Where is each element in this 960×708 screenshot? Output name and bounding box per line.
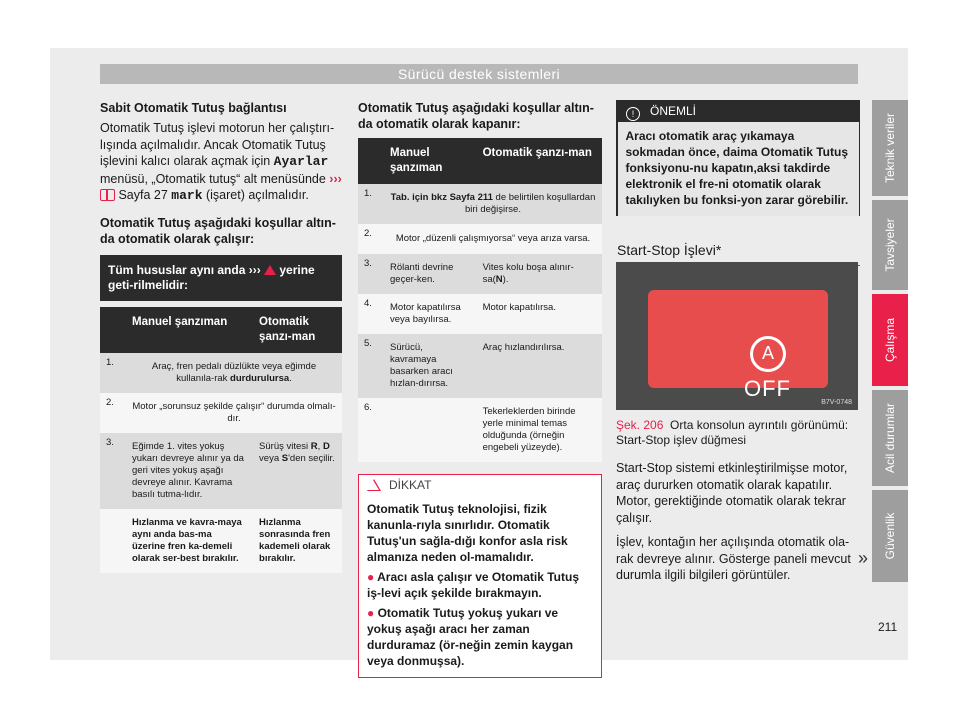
table-cell: Motor „sorunsuz şekilde çalışır“ durumda olmalı-dır. [126,393,342,433]
table-row [358,184,602,224]
table-title [100,255,342,301]
text: Start-Stop İşlevi* [617,242,722,258]
warning-box [358,474,602,678]
table-row [358,294,602,334]
important-text: Aracı otomatik araç yıkamaya sokmadan önce, daima Otomatik Tutuş fonksiyonu-nu kapatın,aksi takdirde elektronik el fre-ni otomatik olarak takılıyken bu fonksi-yon zarar görebilir. [618,122,859,216]
important-title: ÖNEMLİ [650,104,697,118]
start-stop-button-photo [616,262,858,410]
table-row [100,393,342,433]
warning-icon [367,480,379,490]
table-cell [126,353,342,393]
table-header-row [100,307,342,353]
table-cell: Araç hızlandırılırsa. [477,334,602,398]
table-cell [384,184,602,224]
deactivation-table [358,138,602,462]
tab-label: Güvenlik [883,512,897,560]
important-box-header [616,100,860,122]
text: (işaret) açılmalıdır. [202,188,309,202]
gear-letter: S [281,452,289,464]
text: menüsü, „Otomatik tutuş“ alt menüsünde [100,171,330,186]
text: Araç, fren pedalı düzlükte veya eğimde kullanıla-rak [151,360,317,384]
info-icon: ! [626,107,640,121]
table-row [358,254,602,294]
table-row [100,433,342,509]
tab-tavsiyeler[interactable] [872,200,908,290]
body-text [616,460,860,584]
warning-bullet: ● Aracı asla çalışır ve Otomatik Tutuş iş-levi açık şekilde bırakmayın. [367,570,580,600]
table-cell [384,398,477,462]
figure-code: B7V-0748 [821,399,852,406]
section-heading: Otomatik Tutuş aşağıdaki koşullar altın-da otomatik olarak kapanır: [358,101,594,131]
text: Aracı asla çalışır ve Otomatik Tutuş iş-levi açık şekilde bırakmayın. [367,570,580,600]
text: Sürüş vitesi [259,440,311,452]
text: Otomatik Tutuş yokuş yukarı ve yokuş aşağı aracı her zaman durduramaz (ör-neğin zemin kaygan veya donmuşsa). [367,606,574,668]
book-icon [100,189,115,201]
column-header: Otomatik şanzı-man [477,138,602,184]
row-number: 1. [100,353,126,393]
important-box [616,100,860,216]
table-cell [253,433,342,509]
start-stop-button [648,290,828,401]
continue-arrow: » [858,548,869,568]
gear-letter: D [322,440,330,452]
text: Orta konsolun ayrıntılı görünümü: Start-Stop işlev düğmesi [616,418,849,447]
text: Otomatik Tutuş işlevi motorun her çalıştırı-lışında açılmalıdır. Ancak Otomatik Tutuş işlevini kalıcı olarak açmak için [100,121,335,168]
row-number: 4. [358,294,384,334]
table-cell: Motor kapatılırsa. [477,294,602,334]
table-cell: Motor „düzenli çalışmıyorsa“ veya arıza varsa. [384,224,602,254]
menu-term: Ayarlar [273,154,329,169]
figure-caption [616,418,860,448]
text: Tüm hususlar aynı anda ››› [108,262,265,277]
section-heading: Sabit Otomatik Tutuş bağlantısı [100,101,287,115]
row-number: 5. [358,334,384,398]
table-cell: Sürücü, kavramaya basarken aracı hızlan-dırırsa. [384,334,477,398]
tab-teknik-veriler[interactable] [872,100,908,196]
auto-icon [750,336,786,372]
table-cell: Tekerleklerden birinde yerle minimal temas olduğunda (örneğin engebeli yüzeyde). [477,398,602,462]
text: ). [502,274,509,285]
text: Vites kolu boşa alınır-sa( [482,262,574,285]
figure-label: Şek. 206 [616,418,664,432]
off-label: OFF [744,376,791,401]
tab-guvenlik[interactable] [872,490,908,582]
tab-calisma[interactable] [872,294,908,386]
warning-body [359,495,601,677]
warning-bullet: ● Otomatik Tutuş yokuş yukarı ve yokuş aşağı aracı her zaman durduramaz (ör-neğin zemin kaygan veya donmuşsa). [367,606,574,668]
text: durdurulursa [230,372,290,384]
table-cell: Hızlanma sonrasında fren kademeli olarak bırakılır. [253,509,342,573]
row-number: 6. [358,398,384,462]
table-row [358,398,602,462]
table-reference-link[interactable]: Tab. için bkz Sayfa 211 [390,192,496,203]
table [100,307,342,573]
column-middle [358,100,602,678]
text: , [317,440,323,452]
warning-text: Otomatik Tutuş teknolojisi, fizik kanunla-rıyla sınırlıdır. Otomatik Tutuş'un sağla-dığı konfor asla risk almanıza neden ol-mamalıdır. [367,502,568,564]
section-heading: Otomatik Tutuş aşağıdaki koşullar altın-da otomatik olarak çalışır: [100,215,336,246]
warning-title: DİKKAT [389,478,432,492]
table-cell: Eğimde 1. vites yokuş yukarı devreye alınır ya da geri vites yokuş aşağı devreye alınır. Kavrama basılı tutma-lıdır. [126,433,253,509]
table-cell [477,254,602,294]
page-number: 211 [878,620,898,634]
table-cell: Motor kapatılırsa veya bayılırsa. [384,294,477,334]
table-row [100,509,342,573]
gear-letter: N [495,274,503,285]
gear-letter: R [310,440,318,452]
table-row [358,224,602,254]
tab-label: Acil durumlar [883,402,897,474]
table-cell: Rölanti devrine geçer-ken. [384,254,477,294]
table-row [100,353,342,393]
text: yerine geti-rilmelidir: [108,262,315,292]
tab-label: Tavsiyeler [883,218,897,272]
text: veya [259,452,282,464]
page-header: Sürücü destek sistemleri [100,64,858,84]
column-right [616,100,860,266]
paragraph: Start-Stop sistemi etkinleştirilmişse motor, araç dururken otomatik olarak kapatılır. Motor, gerektiğinde otomatik olarak tekrar çalışır. [616,461,848,525]
paragraph [100,120,342,205]
text: . [289,372,292,384]
row-number: 2. [358,224,384,254]
row-number: 3. [100,433,126,509]
page-reference-link[interactable]: Sayfa 27 [115,188,172,202]
warning-icon [264,265,276,275]
row-number: 2. [100,393,126,433]
text: de belirtilen koşullardan biri değişirse. [465,192,596,215]
table-header-row [358,138,602,184]
table-row [358,334,602,398]
reference-arrows: ››› [329,171,342,186]
tab-label: Teknik veriler [883,112,897,184]
row-number [100,509,126,573]
menu-term: mark [171,188,203,203]
row-number: 1. [358,184,384,224]
text: 'den seçilir. [288,452,335,464]
row-number: 3. [358,254,384,294]
tab-label: Çalışma [883,317,897,363]
warning-box-header [359,475,601,495]
text: A [761,343,774,363]
column-header: Manuel şanzıman [126,307,253,353]
tab-acil-durumlar[interactable] [872,390,908,486]
paragraph: İşlev, kontağın her açılışında otomatik ola-rak devreye alınır. Gösterge paneli mevcut durumla ilgili bilgileri görüntüler. [616,535,851,582]
column-header: Otomatik şanzı-man [253,307,342,353]
table-cell: Hızlanma ve kavra-maya aynı anda bas-ma üzerine fren ka-demeli olarak ser-best bırakılır. [126,509,253,573]
column-header: Manuel şanzıman [384,138,477,184]
activation-table [100,255,342,573]
column-left [100,100,342,573]
